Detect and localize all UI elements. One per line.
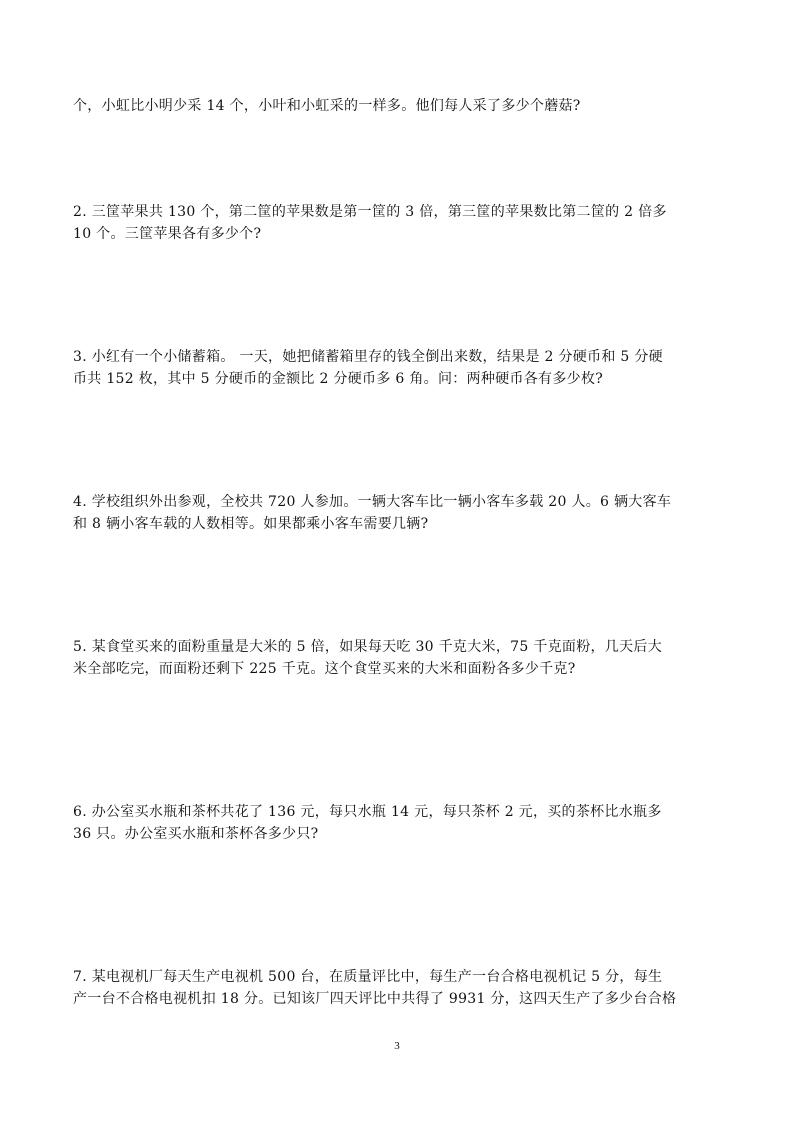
problem-5-line-2: 米全部吃完，而面粉还剩下 225 千克。这个食堂买来的大米和面粉各多少千克? [73, 661, 576, 677]
problem-3-line-1: 3. 小红有一个小储蓄箱。 一天，她把储蓄箱里存的钱全倒出来数，结果是 2 分硬币和 5 分硬 [73, 349, 663, 365]
problem-4-line-1: 4. 学校组织外出参观，全校共 720 人参加。一辆大客车比一辆小客车多载 20 人。6 辆大客车 [73, 494, 672, 510]
problem-2-line-2: 10 个。三筐苹果各有多少个? [73, 226, 262, 242]
problem-1-continuation-line: 个，小虹比小明少采 14 个，小叶和小虹采的一样多。他们每人采了多少个蘑菇? [73, 98, 581, 114]
problem-4-line-2: 和 8 辆小客车载的人数相等。如果都乘小客车需要几辆? [73, 516, 429, 532]
problem-6-line-1: 6. 办公室买水瓶和茶杯共花了 136 元，每只水瓶 14 元，每只茶杯 2 元，买的茶杯比水瓶多 [73, 804, 662, 820]
problem-3-line-2: 币共 152 枚，其中 5 分硬币的金额比 2 分硬币多 6 角。问：两种硬币各有多少枚? [73, 371, 604, 387]
page-number: 3 [394, 1040, 400, 1052]
problem-2-line-1: 2. 三筐苹果共 130 个，第二筐的苹果数是第一筐的 3 倍，第三筐的苹果数比第二筐的 2 倍多 [73, 204, 667, 220]
problem-6-line-2: 36 只。办公室买水瓶和茶杯各多少只? [73, 826, 319, 842]
problem-5-line-1: 5. 某食堂买来的面粉重量是大米的 5 倍，如果每天吃 30 千克大米，75 千克面粉，几天后大 [73, 639, 662, 655]
problem-7-line-1: 7. 某电视机厂每天生产电视机 500 台，在质量评比中，每生产一台合格电视机记 5 分，每生 [73, 969, 663, 985]
problem-7-line-2: 产一台不合格电视机扣 18 分。已知该厂四天评比中共得了 9931 分，这四天生产了多少台合格 [73, 991, 677, 1007]
